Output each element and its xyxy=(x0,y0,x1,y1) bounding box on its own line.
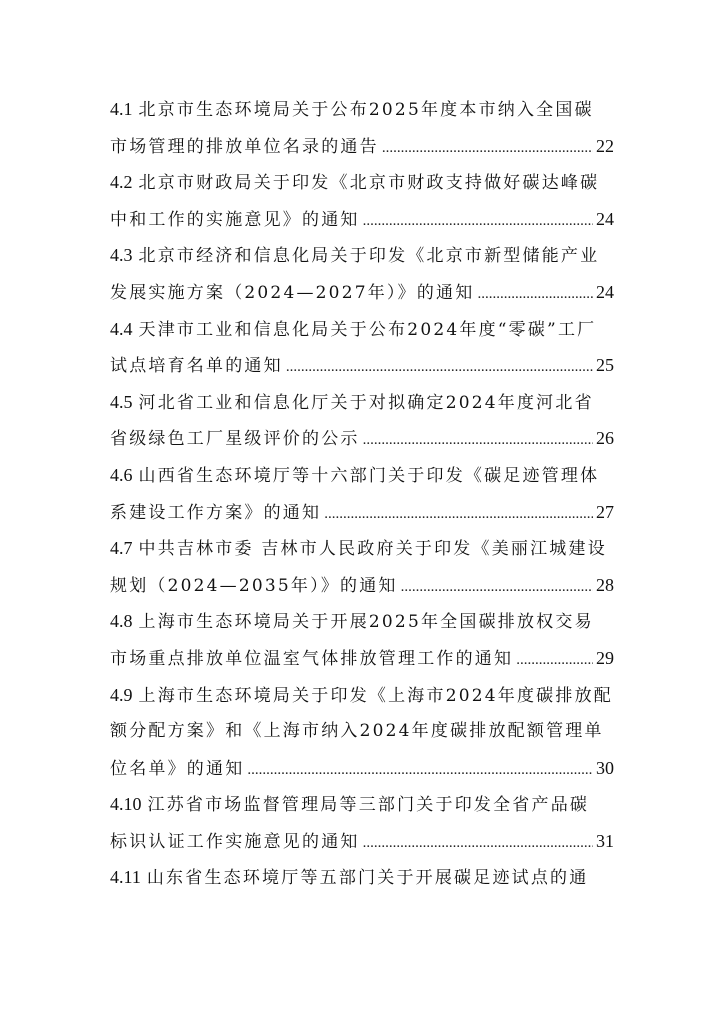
toc-entry-title: 山西省生态环境厅等十六部门关于印发《碳足迹管理体 xyxy=(138,465,600,486)
toc-entry-line xyxy=(110,640,614,677)
toc-entry-title: 省级绿色工厂星级评价的公示 xyxy=(110,429,360,450)
dot-leader xyxy=(363,422,593,457)
toc-page-number: 24 xyxy=(596,281,614,302)
toc-entry[interactable] xyxy=(110,311,614,384)
toc-entry-title: 北京市财政局关于印发《北京市财政支持做好碳达峰碳 xyxy=(138,173,600,194)
toc-entry-title: 市场管理的排放单位名录的通告 xyxy=(110,136,379,157)
toc-entry-line xyxy=(110,603,614,640)
toc-entry[interactable] xyxy=(110,859,614,896)
toc-entry-number: 4.3 xyxy=(110,245,133,266)
toc-page-number: 30 xyxy=(596,757,614,778)
toc-entry[interactable] xyxy=(110,677,614,787)
toc-entry-line xyxy=(110,128,614,165)
toc-entry-line xyxy=(110,91,614,128)
toc-page-number: 26 xyxy=(596,428,614,449)
toc-entry-line xyxy=(110,347,614,384)
toc-entry[interactable] xyxy=(110,91,614,164)
toc-entry[interactable] xyxy=(110,457,614,530)
toc-entry-title: 山东省生态环境厅等五部门关于开展碳足迹试点的通 xyxy=(146,868,589,889)
toc-entry[interactable] xyxy=(110,164,614,237)
toc-entry-title: 发展实施方案（2024—2027年）》的通知 xyxy=(110,282,475,303)
toc-entry[interactable] xyxy=(110,603,614,676)
toc-entry-title: 北京市经济和信息化局关于印发《北京市新型储能产业 xyxy=(138,246,600,267)
toc-entry-number: 4.6 xyxy=(110,464,133,485)
dot-leader xyxy=(286,349,593,384)
toc-entry-title: 中和工作的实施意见》的通知 xyxy=(110,209,360,230)
toc-entry-number: 4.7 xyxy=(110,538,133,559)
toc-entry-line xyxy=(110,420,614,457)
dot-leader xyxy=(382,130,593,165)
toc-entry-line xyxy=(110,859,614,896)
toc-entry-number: 4.5 xyxy=(110,391,133,412)
toc-page-number: 24 xyxy=(596,208,614,229)
toc-entry-title: 江苏省市场监督管理局等三部门关于印发全省产品碳 xyxy=(147,795,590,816)
toc-entry-title: 北京市生态环境局关于公布2025年度本市纳入全国碳 xyxy=(138,100,594,120)
toc-page-number: 22 xyxy=(596,135,614,156)
toc-entry-number: 4.9 xyxy=(110,684,133,705)
dot-leader xyxy=(324,496,593,531)
toc-entry-title: 额分配方案》和《上海市纳入2024年度碳排放配额管理单 xyxy=(110,721,604,742)
toc-entry-line xyxy=(110,713,614,750)
toc-entry-number: 4.10 xyxy=(110,794,142,815)
toc-page-number: 31 xyxy=(596,830,614,851)
toc-entry-line xyxy=(110,567,614,604)
toc-entry[interactable] xyxy=(110,237,614,310)
toc-entry-line xyxy=(110,311,614,348)
toc-entry-title: 天津市工业和信息化局关于公布2024年度“零碳”工厂 xyxy=(138,319,597,340)
dot-leader xyxy=(477,276,593,311)
toc-entry-line xyxy=(110,164,614,201)
toc-entry-number: 4.8 xyxy=(110,611,133,632)
toc-page-number: 29 xyxy=(596,647,614,668)
toc-entry-title: 上海市生态环境局关于开展2025年全国碳排放权交易 xyxy=(138,612,594,633)
toc-entry-line xyxy=(110,457,614,494)
toc-entry-title: 系建设工作方案》的通知 xyxy=(110,502,322,523)
dot-leader xyxy=(401,569,593,604)
toc-entry-line xyxy=(110,494,614,531)
toc-entry-number: 4.2 xyxy=(110,172,133,193)
toc-entry-line xyxy=(110,237,614,274)
toc-entry-line xyxy=(110,677,614,714)
toc-entry-title: 市场重点排放单位温室气体排放管理工作的通知 xyxy=(110,648,514,669)
toc-page-number: 25 xyxy=(596,355,614,376)
dot-leader xyxy=(247,752,593,787)
table-of-contents xyxy=(110,91,614,896)
toc-entry-line xyxy=(110,274,614,311)
toc-entry-title: 河北省工业和信息化厅关于对拟确定2024年度河北省 xyxy=(138,392,594,413)
toc-entry[interactable] xyxy=(110,786,614,859)
toc-entry-line xyxy=(110,750,614,787)
toc-entry-line xyxy=(110,201,614,238)
toc-entry-line xyxy=(110,530,614,567)
dot-leader xyxy=(363,825,593,860)
toc-entry-title: 位名单》的通知 xyxy=(110,758,245,779)
toc-entry-title: 试点培育名单的通知 xyxy=(110,356,283,377)
toc-entry-title: 上海市生态环境局关于印发《上海市2024年度碳排放配 xyxy=(138,685,613,706)
toc-entry-line xyxy=(110,786,614,823)
toc-entry-line xyxy=(110,823,614,860)
toc-entry[interactable] xyxy=(110,384,614,457)
toc-entry[interactable] xyxy=(110,530,614,603)
toc-entry-title: 中共吉林市委 吉林市人民政府关于印发《美丽江城建设 xyxy=(138,539,607,560)
toc-entry-line xyxy=(110,384,614,421)
dot-leader xyxy=(516,642,593,677)
toc-page-number: 27 xyxy=(596,501,614,522)
toc-page-number: 28 xyxy=(596,574,614,595)
toc-entry-title: 规划（2024—2035年）》的通知 xyxy=(110,575,398,596)
toc-entry-number: 4.1 xyxy=(110,99,133,119)
toc-entry-number: 4.4 xyxy=(110,318,133,339)
dot-leader xyxy=(363,203,593,238)
toc-entry-title: 标识认证工作实施意见的通知 xyxy=(110,831,360,852)
toc-entry-number: 4.11 xyxy=(110,867,141,888)
